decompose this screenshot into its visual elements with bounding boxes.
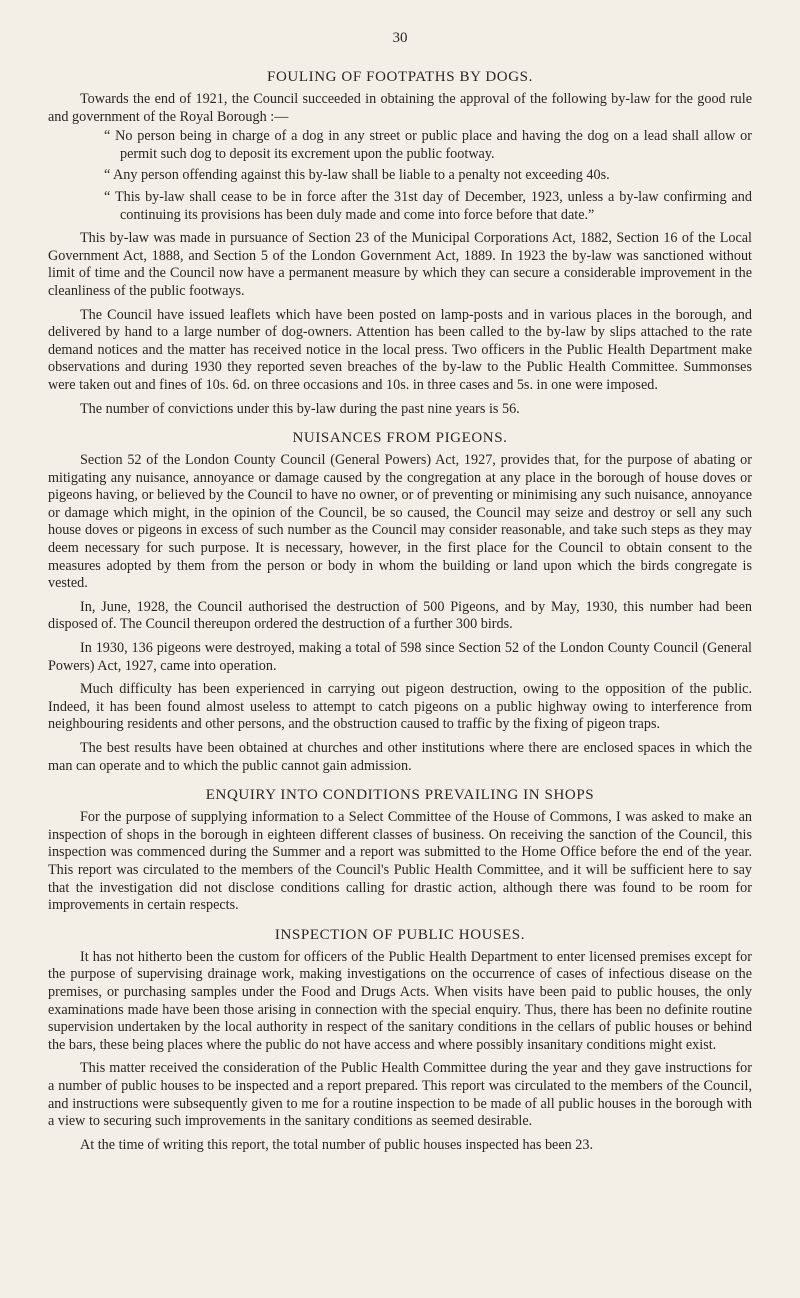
paragraph: This matter received the consideration of the Public Health Committee during the year and they gave instructions for a number of public houses to be inspected and a report prepared. This report was circulated to the members of the Council, and instructions were subsequently given to me for a routine inspection to be made of all public houses in the borough with a view to securing such improvements in the sanitary conditions as seemed desirable. — [48, 1060, 752, 1130]
section-heading: FOULING OF FOOTPATHS BY DOGS. — [267, 69, 533, 85]
paragraph: Towards the end of 1921, the Council succeeded in obtaining the approval of the following by-law for the good rule and government of the Royal Borough :— — [48, 91, 752, 125]
paragraph: The Council have issued leaflets which have been posted on lamp-posts and in various places in the borough, and delivered by hand to a large number of dog-owners. Attention has been called to the by-law by slips attached to the rate demand notices and the matter has received notice in the local press. Two officers in the Public Health Department make observations and during 1930 they reported seven breaches of the by-law to the Public Health Committee. Summonses were taken out and fines of 10s. 6d. on three occasions and 10s. in three cases and 5s. in one were imposed. — [48, 306, 752, 393]
bylaw-quote: “ No person being in charge of a dog in any street or public place and having the dog on a lead shall allow or permit such dog to deposit its excrement upon the public footway. — [104, 128, 752, 162]
paragraph: The best results have been obtained at churches and other institutions where there are enclosed spaces in which the man can operate and to which the public cannot gain admission. — [48, 740, 752, 774]
section-heading: INSPECTION OF PUBLIC HOUSES. — [274, 926, 526, 943]
paragraph: It has not hitherto been the custom for officers of the Public Health Department to enter licensed premises except for the purpose of supervising drainage work, making investigations on the occurrence of cases of infectious disease on the premises, or purchasing samples under the Food and Drugs Acts. When visits have been paid to public houses, the only examinations made have been those arising in connection with the special enquiry. Thus, there has been no definite routine supervision undertaken by the local authority in respect of the sanitary conditions in the cellars of public houses or behind the bars, these being places where the public do not have access and where possibly insanitary conditions might exist. — [48, 948, 752, 1053]
paragraph: Section 52 of the London County Council (General Powers) Act, 1927, provides that, for the purpose of abating or mitigating any nuisance, annoyance or damage caused by the congregation at any place in the borough of house doves or pigeons having, or believed by the Council to have no owner, or of preventing or minimising any such nuisance, annoyance or damage which might, in the opinion of the Council, be so caused, the Council may seize and destroy or sell any such house doves or pigeons in excess of such number as the Council may consider reasonable, and take such steps as they may deem necessary for such purpose. It is necessary, however, in the first place for the Council to obtain consent to the measures adopted by them from the person or body in whom the building or land upon which the birds congregate is vested. — [48, 452, 752, 592]
bylaw-quote: “ Any person offending against this by-law shall be liable to a penalty not exceeding 40s. — [104, 167, 610, 184]
section-fouling-of-footpaths — [48, 69, 752, 418]
section-enquiry-into-shops — [48, 787, 752, 915]
bylaw-quote: “ This by-law shall cease to be in force after the 31st day of December, 1923, unless a by-law confirming and continuing its provisions has been duly made and come into force before that date.” — [104, 188, 752, 223]
section-nuisances-from-pigeons — [48, 430, 752, 775]
section-inspection-of-public-houses — [48, 927, 752, 1155]
paragraph: Much difficulty has been experienced in carrying out pigeon destruction, owing to the opposition of the public. Indeed, it has been found almost useless to attempt to catch pigeons on a public highway owing to interference from neighbouring residents and other persons, and the obstruction caused to traffic by the fixing of pigeon traps. — [48, 681, 752, 733]
paragraph: In 1930, 136 pigeons were destroyed, making a total of 598 since Section 52 of the London County Council (General Powers) Act, 1927, came into operation. — [48, 640, 752, 674]
paragraph: The number of convictions under this by-law during the past nine years is 56. — [80, 400, 520, 417]
page-number: 30 — [392, 30, 408, 46]
paragraph: In, June, 1928, the Council authorised the destruction of 500 Pigeons, and by May, 1930, this number had been disposed of. The Council thereupon ordered the destruction of a further 300 birds. — [48, 598, 752, 633]
paragraph: For the purpose of supplying information to a Select Committee of the House of Commons, I was asked to make an inspection of shops in the borough in eighteen different classes of business. On receiving the sanction of the Council, this inspection was commenced during the Summer and a report was submitted to the Home Office before the end of the year. This report was circulated to the members of the Council's Public Health Committee, and it will be sufficient here to say that the investigation did not disclose conditions calling for drastic action, although there was found to be room for improvements in certain respects. — [48, 809, 752, 914]
section-heading: ENQUIRY INTO CONDITIONS PREVAILING IN SHOPS — [205, 787, 595, 804]
paragraph: At the time of writing this report, the total number of public houses inspected has been 23. — [80, 1136, 594, 1153]
paragraph: This by-law was made in pursuance of Section 23 of the Municipal Corporations Act, 1882, Section 16 of the Local Government Act, 1888, and Section 5 of the London Government Act, 1889. In 1923 the by-law was sanctioned without limit of time and the Council now have a permanent measure by which they can secure a considerable improvement in the cleanliness of the public footways. — [48, 230, 752, 299]
section-heading: NUISANCES FROM PIGEONS. — [292, 430, 508, 447]
